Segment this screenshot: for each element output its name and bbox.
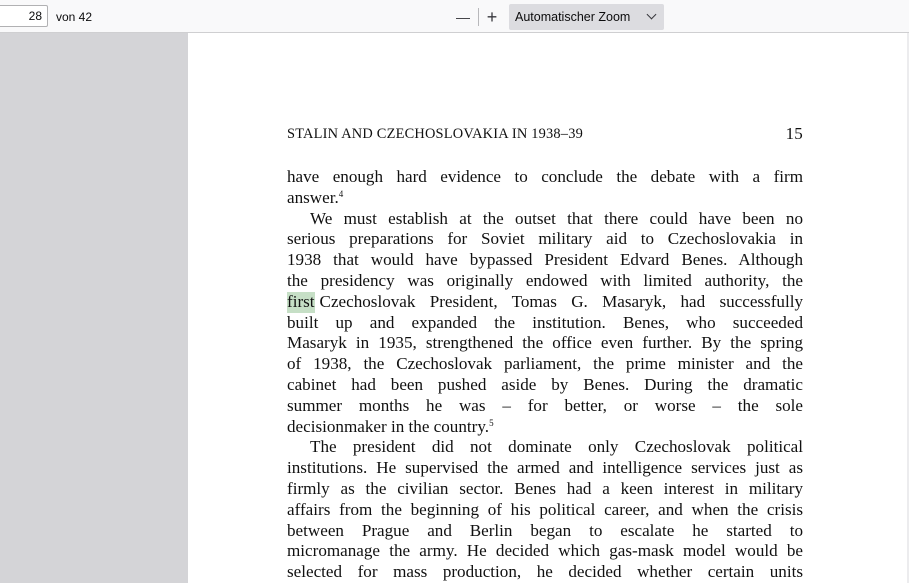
text-line: Masaryk in 1935, strengthened the office even further. By the spring <box>287 333 803 353</box>
text-line: cabinet had been pushed aside by Benes. During the dramatic <box>287 374 803 394</box>
text-line: micromanage the army. He decided which gas-mask model would be <box>287 541 803 561</box>
text-line: affairs from the beginning of his political career, and when the crisis <box>287 499 803 519</box>
text-line: selected for mass production, he decided whether certain units <box>287 562 803 582</box>
text-line: built up and expanded the institution. Benes, who succeeded <box>287 312 803 332</box>
text-line: 1938 that would have bypassed President Edvard Benes. Although <box>287 250 803 270</box>
page-count-label: von 42 <box>56 10 93 24</box>
pdf-viewer[interactable] <box>0 33 909 583</box>
page-number-input[interactable]: 28 <box>0 5 48 27</box>
text-line: of 1938, the Czechoslovak parliament, the prime minister and the <box>287 354 803 374</box>
text-line: first Czechoslovak President, Tomas G. Masaryk, had successfully <box>287 291 803 311</box>
text-line: decisionmaker in the country.$^5$ <box>287 416 494 436</box>
text-line: the presidency was originally endowed with limited authority, the <box>287 270 803 290</box>
pdf-page <box>188 33 909 583</box>
minus-icon: — <box>456 9 470 25</box>
pdf-toolbar <box>0 0 909 33</box>
footnote-marker[interactable]: 4 <box>338 188 344 199</box>
footnote-marker[interactable]: 5 <box>489 417 494 428</box>
text-line: The president did not dominate only Czechoslovak political <box>310 437 803 457</box>
search-highlight: first <box>287 291 315 311</box>
text-line: answer.$^4$ <box>287 187 344 207</box>
text-line: between Prague and Berlin began to escalate he started to <box>287 520 803 540</box>
zoom-select[interactable] <box>509 4 664 30</box>
chevron-down-icon <box>647 10 657 20</box>
body-text <box>287 167 803 583</box>
zoom-select-label: Automatischer Zoom <box>515 10 631 24</box>
zoom-out-button[interactable] <box>450 6 476 28</box>
text-line: have enough hard evidence to conclude the debate with a firm <box>287 167 803 186</box>
page-number: 15 <box>785 124 803 143</box>
running-head-title: STALIN AND CZECHOSLOVAKIA IN 1938–39 <box>287 126 583 142</box>
text-line: We must establish at the outset that there could have been no <box>310 208 803 228</box>
text-line: serious preparations for Soviet military aid to Czechoslovakia in <box>287 229 803 249</box>
plus-icon: + <box>486 7 498 27</box>
zoom-in-button[interactable] <box>479 6 505 28</box>
text-line: institutions. He supervised the armed and intelligence services just as <box>287 458 803 478</box>
text-line: firmly as the civilian sector. Benes had a keen interest in military <box>287 478 803 498</box>
text-line: summer months he was – for better, or worse – the sole <box>287 395 803 415</box>
